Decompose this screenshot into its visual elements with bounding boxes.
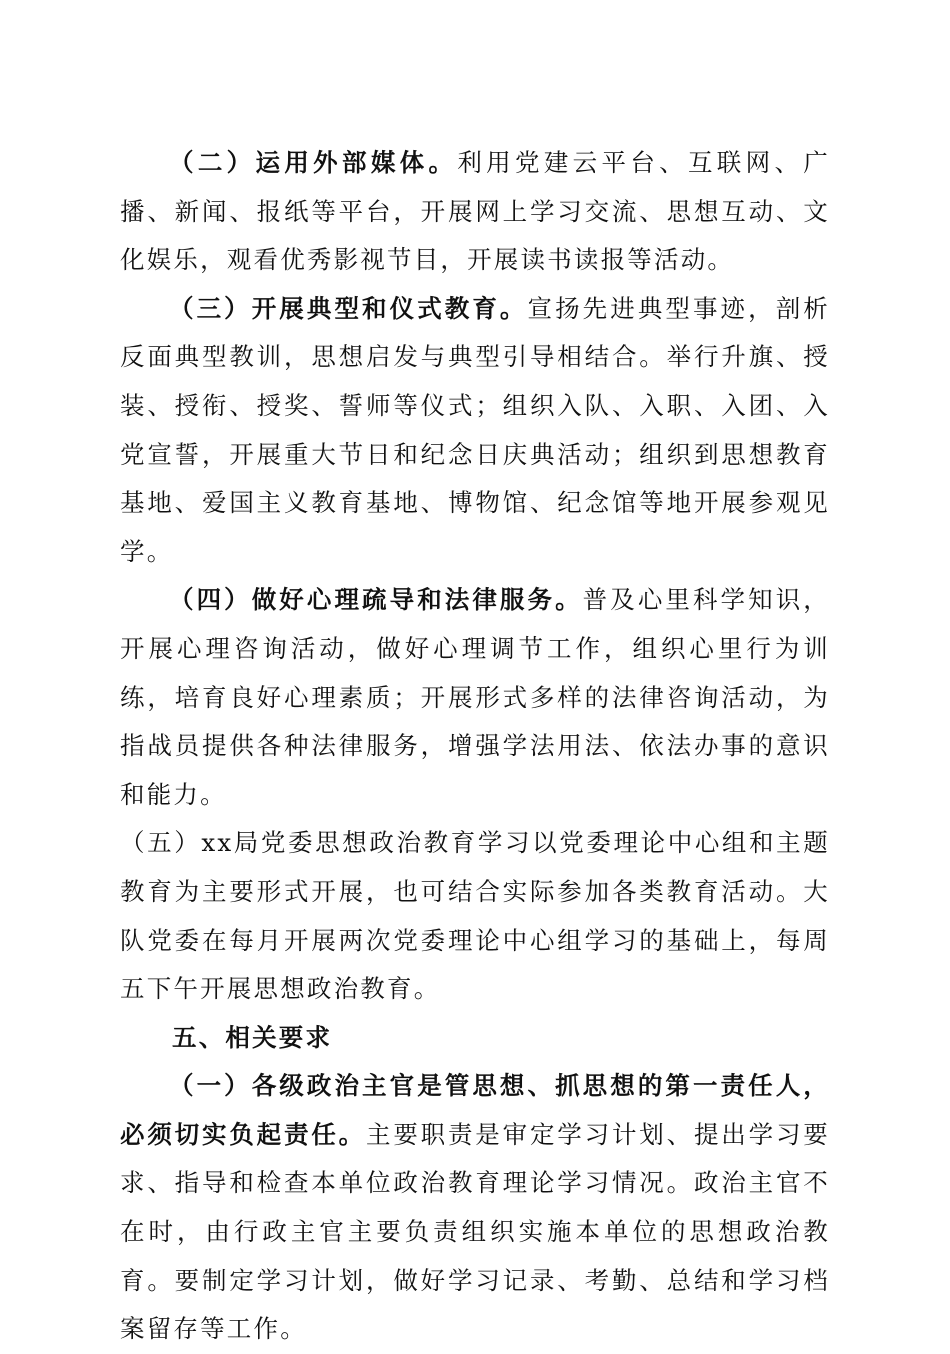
paragraph-lead: （三）开展典型和仪式教育。 bbox=[169, 293, 528, 323]
paragraph-text: 利用党建云平台、互联网、广播、新闻、报纸等平台，开展网上学习交流、思想互动、文化娱乐，观看优秀影视节目，开展读书读报等活动。 bbox=[120, 148, 831, 275]
paragraph-party-committee bbox=[120, 819, 830, 1013]
paragraph-lead: （一）各级政治主官是管思想、抓思想的第一责任人，必须切实负起责任。 bbox=[120, 1071, 830, 1149]
paragraph-typical-education bbox=[120, 285, 830, 577]
paragraph-requirement-1 bbox=[120, 1062, 830, 1354]
document-body bbox=[120, 139, 830, 1354]
paragraph-text: 主要职责是审定学习计划、提出学习要求、指导和检查本单位政治教育理论学习情况。政治主官不在时，由行政主官主要负责组织实施本单位的思想政治教育。要制定学习计划，做好学习记录、考勤、总结和学习档案留存等工作。 bbox=[120, 1119, 830, 1344]
paragraph-lead: （四）做好心理疏导和法律服务。 bbox=[169, 585, 583, 615]
paragraph-text: 宣扬先进典型事迹，剖析反面典型教训，思想启发与典型引导相结合。举行升旗、授装、授衔、授奖、誓师等仪式；组织入队、入职、入团、入党宣誓，开展重大节日和纪念日庆典活动；组织到思想教育基地、爱国主义教育基地、博物馆、纪念馆等地开展参观见学。 bbox=[120, 293, 830, 566]
paragraph-lead: （二）运用外部媒体。 bbox=[169, 148, 458, 177]
paragraph-text: 普及心里科学知识，开展心理咨询活动，做好心理调节工作，组织心里行为训练，培育良好心理素质；开展形式多样的法律咨询活动，为指战员提供各种法律服务，增强学法用法、依法办事的意识和能力。 bbox=[120, 585, 830, 809]
paragraph-psychological-legal bbox=[120, 576, 830, 819]
section-heading: 五、相关要求 bbox=[172, 1022, 333, 1052]
paragraph-text: （五）xx局党委思想政治教育学习以党委理论中心组和主题教育为主要形式开展，也可结合实际参加各类教育活动。大队党委在每月开展两次党委理论中心组学习的基础上，每周五下午开展思想政治教育。 bbox=[120, 828, 830, 1004]
paragraph-media bbox=[120, 139, 830, 285]
